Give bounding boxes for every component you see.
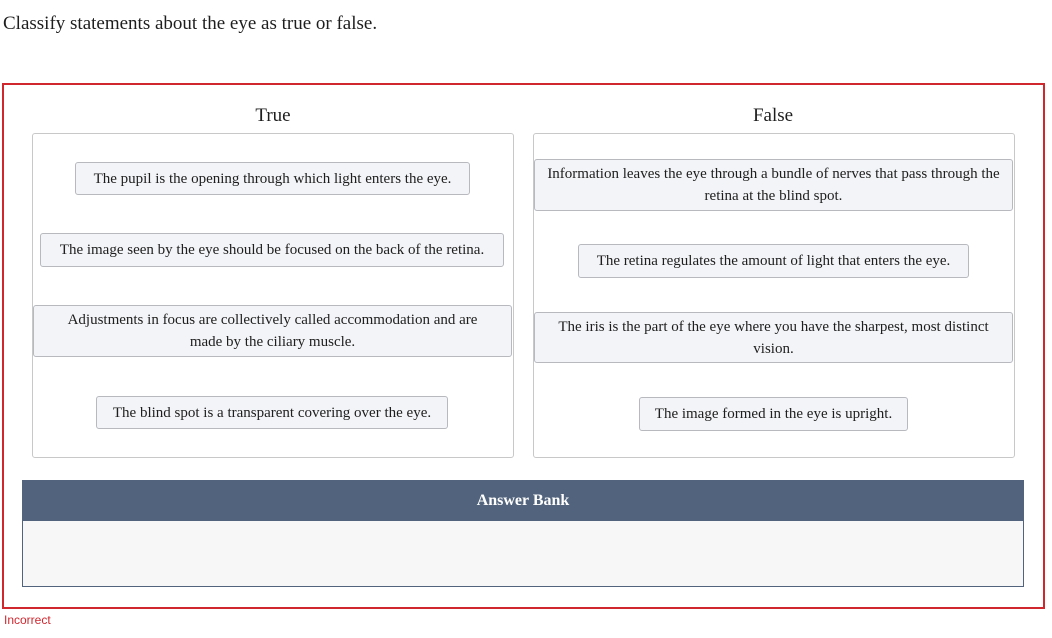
false-card-4[interactable]: The image formed in the eye is upright.: [639, 397, 908, 431]
false-card-3[interactable]: The iris is the part of the eye where you have the sharpest, most distinct vision.: [534, 312, 1013, 363]
true-card-4[interactable]: The blind spot is a transparent covering over the eye.: [96, 396, 448, 429]
true-card-3[interactable]: Adjustments in focus are collectively called accommodation and are made by the ciliary muscle.: [33, 305, 512, 357]
false-card-2[interactable]: The retina regulates the amount of light that enters the eye.: [578, 244, 969, 278]
false-card-1[interactable]: Information leaves the eye through a bundle of nerves that pass through the retina at the blind spot.: [534, 159, 1013, 211]
true-card-1[interactable]: The pupil is the opening through which light enters the eye.: [75, 162, 470, 195]
false-column-title: False: [752, 105, 794, 126]
answer-bank-header: Answer Bank: [22, 480, 1024, 521]
true-column-title: True: [255, 105, 291, 126]
status-message: Incorrect: [4, 613, 51, 627]
true-card-2[interactable]: The image seen by the eye should be focused on the back of the retina.: [40, 233, 504, 267]
question-prompt: Classify statements about the eye as true or false.: [3, 13, 378, 34]
answer-bank-drop-zone[interactable]: [22, 521, 1024, 587]
